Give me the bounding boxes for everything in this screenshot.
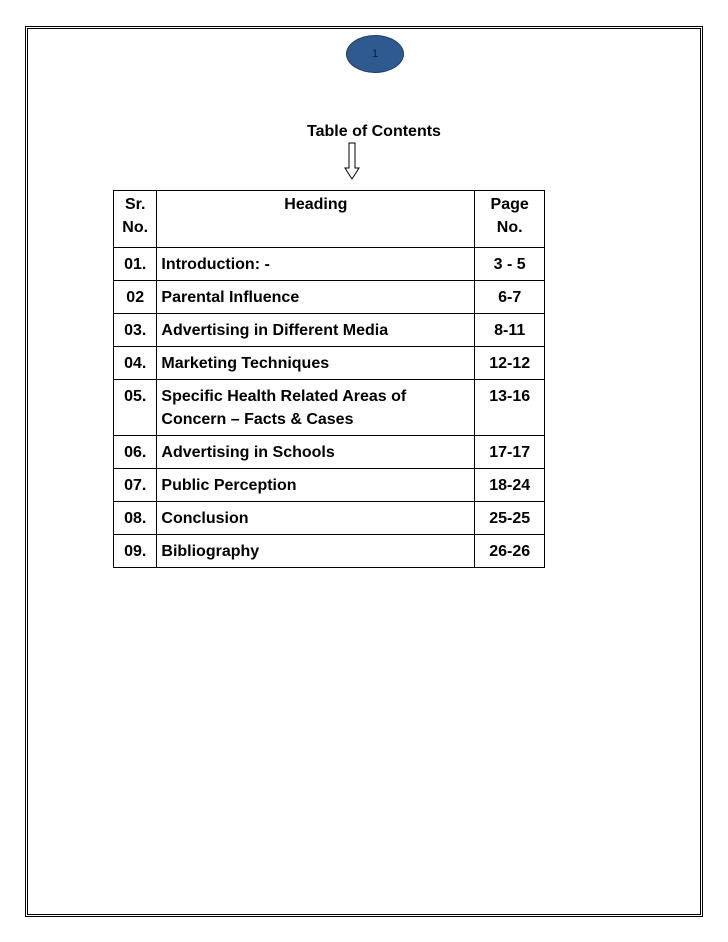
row-heading: Parental Influence (157, 281, 475, 314)
row-pages: 26-26 (475, 535, 545, 568)
row-heading: Bibliography (157, 535, 475, 568)
row-pages: 3 - 5 (475, 248, 545, 281)
row-sr: 09. (114, 535, 157, 568)
row-pages: 13-16 (475, 380, 545, 436)
row-pages: 17-17 (475, 436, 545, 469)
row-pages: 12-12 (475, 347, 545, 380)
row-sr: 07. (114, 469, 157, 502)
page-number-badge (346, 35, 404, 73)
header-sr-line2: No. (122, 219, 149, 236)
table-row (114, 281, 545, 314)
row-pages: 18-24 (475, 469, 545, 502)
row-sr: 05. (114, 380, 157, 436)
table-row (114, 314, 545, 347)
row-pages: 25-25 (475, 502, 545, 535)
header-heading: Heading (157, 191, 475, 248)
table-row (114, 502, 545, 535)
row-sr: 03. (114, 314, 157, 347)
row-sr: 04. (114, 347, 157, 380)
row-heading: Marketing Techniques (157, 347, 475, 380)
row-pages: 8-11 (475, 314, 545, 347)
table-row (114, 535, 545, 568)
toc-header-row (114, 191, 545, 248)
row-heading: Advertising in Schools (157, 436, 475, 469)
row-heading: Conclusion (157, 502, 475, 535)
toc-table (113, 190, 545, 568)
row-heading: Advertising in Different Media (157, 314, 475, 347)
row-heading: Introduction: - (157, 248, 475, 281)
page-number: 1 (371, 48, 379, 60)
header-page (475, 191, 545, 248)
table-row (114, 469, 545, 502)
row-sr: 08. (114, 502, 157, 535)
row-sr: 02 (114, 281, 157, 314)
table-row (114, 248, 545, 281)
down-arrow-icon (344, 142, 360, 180)
header-page-line1: Page (490, 196, 529, 213)
row-sr: 06. (114, 436, 157, 469)
header-sr-line1: Sr. (124, 196, 146, 213)
table-row (114, 347, 545, 380)
row-heading: Specific Health Related Areas of Concern – Facts & Cases (157, 380, 475, 436)
toc-title: Table of Contents (307, 123, 441, 140)
row-heading: Public Perception (157, 469, 475, 502)
header-sr (114, 191, 157, 248)
row-pages: 6-7 (475, 281, 545, 314)
header-page-line2: No. (496, 219, 523, 236)
row-sr: 01. (114, 248, 157, 281)
table-row (114, 436, 545, 469)
table-row (114, 380, 545, 436)
